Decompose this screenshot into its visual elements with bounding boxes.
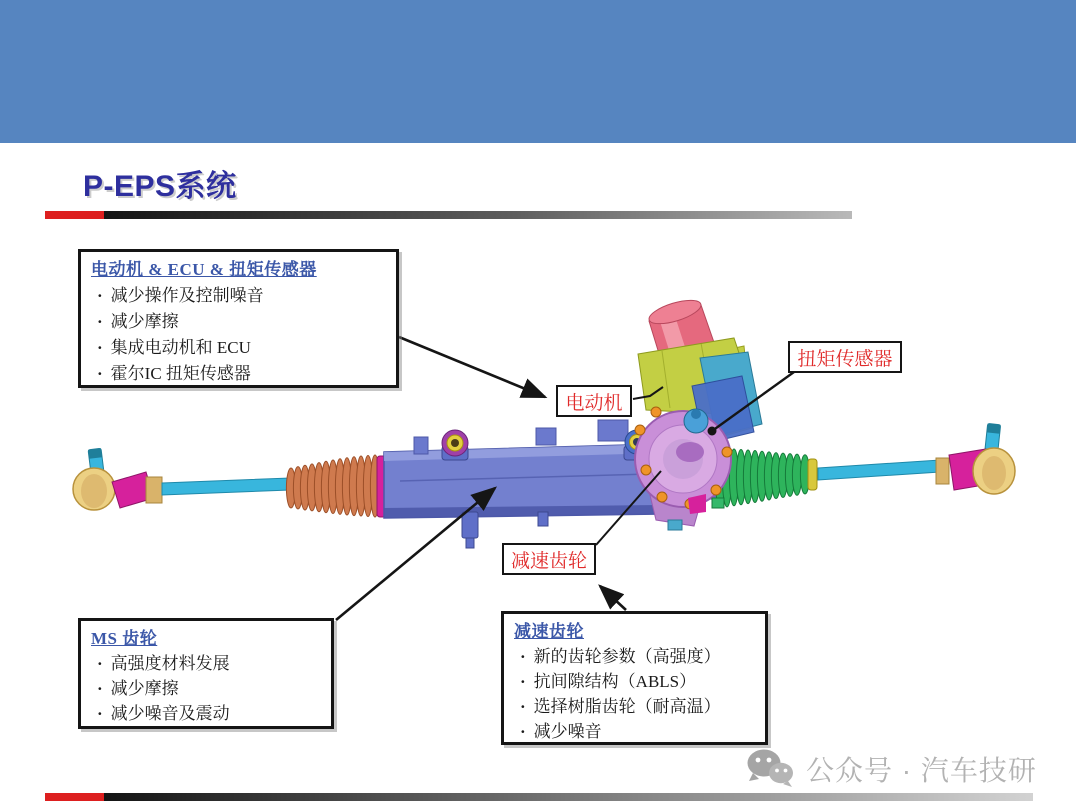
bullet-item: · 新的齿轮参数（高强度） xyxy=(514,644,755,669)
callout-reduction-gear xyxy=(501,611,768,745)
right-tie-rod xyxy=(818,458,949,484)
right-ball-joint xyxy=(949,423,1015,494)
left-bellows xyxy=(286,455,386,517)
callout-motor-ecu-list xyxy=(91,283,386,387)
bullet-item: · 减少摩擦 xyxy=(91,676,321,701)
bullet-item: · 集成电动机和 ECU xyxy=(91,335,386,361)
label-reduction-gear: 减速齿轮 xyxy=(502,543,596,575)
callout-reduction-gear-list xyxy=(514,644,755,744)
bullet-item: · 减少噪音 xyxy=(514,719,755,744)
callout-motor-ecu-title: 电动机 & ECU & 扭矩传感器 xyxy=(91,260,317,279)
bullet-item: · 霍尔IC 扭矩传感器 xyxy=(91,361,386,387)
left-tie-rod xyxy=(162,478,290,495)
watermark-text: 公众号 · 汽车技研 xyxy=(806,755,1037,786)
bullet-item: · 减少噪音及震动 xyxy=(91,701,321,726)
callout-motor-ecu xyxy=(78,249,399,388)
mount-boss-left xyxy=(442,430,468,460)
page-title: P-EPS系统 xyxy=(83,170,237,203)
bullet-item: · 抗间隙结构（ABLS） xyxy=(514,669,755,694)
label-torque-sensor: 扭矩传感器 xyxy=(788,341,902,373)
wechat-icon xyxy=(744,746,798,792)
bullet-item: · 减少摩擦 xyxy=(91,309,386,335)
left-ball-joint xyxy=(73,448,162,510)
callout-ms-gear-title: MS 齿轮 xyxy=(91,629,158,648)
callout-ms-gear xyxy=(78,618,334,729)
label-motor: 电动机 xyxy=(556,385,632,417)
callout-reduction-gear-title: 减速齿轮 xyxy=(514,622,584,641)
bullet-item: · 减少操作及控制噪音 xyxy=(91,283,386,309)
rack-housing xyxy=(384,420,662,548)
callout-ms-gear-list xyxy=(91,651,321,726)
bullet-item: · 高强度材料发展 xyxy=(91,651,321,676)
bullet-item: · 选择树脂齿轮（耐高温） xyxy=(514,694,755,719)
watermark xyxy=(744,746,1037,792)
